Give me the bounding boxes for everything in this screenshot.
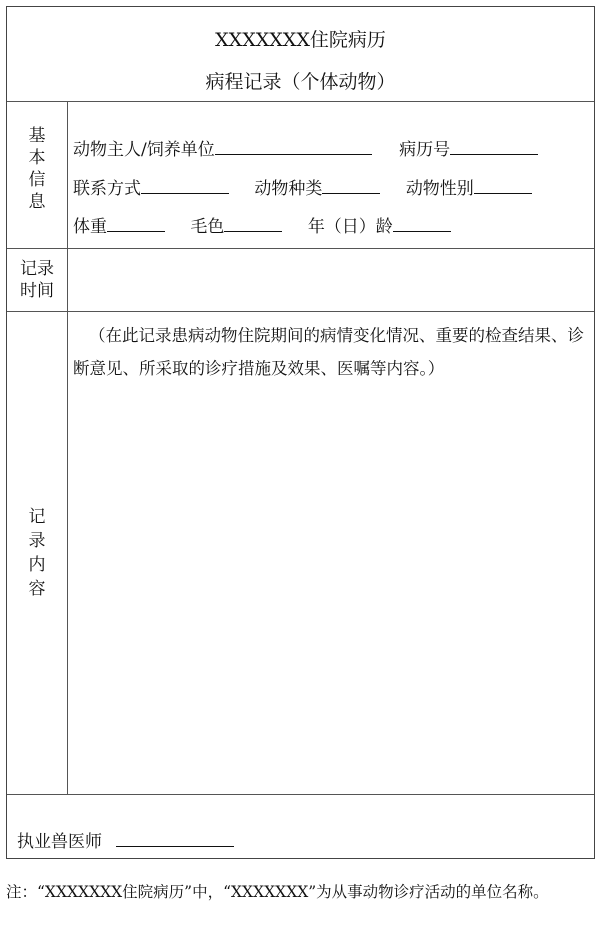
species-field: [254, 174, 380, 199]
contact-blank[interactable]: [141, 177, 229, 194]
record-time-label: 记录 时间: [20, 259, 54, 301]
color-field: [190, 212, 282, 237]
record-content-instruction: （在此记录患病动物住院期间的病情变化情况、重要的检查结果、诊断意见、所采取的诊疗措施及效果、医嘱等内容。）: [73, 326, 584, 378]
vet-signature-blank[interactable]: [116, 830, 234, 847]
vet-signature-field: [17, 827, 234, 852]
sex-field: [406, 174, 532, 199]
species-blank[interactable]: [322, 177, 380, 194]
footnote: 注：“XXXXXXX住院病历”中，“XXXXXXX”为从事动物诊疗活动的单位名称。: [6, 883, 549, 901]
age-label: 年（日）龄: [307, 217, 393, 237]
record-no-blank[interactable]: [450, 138, 538, 155]
record-no-label: 病历号: [399, 140, 451, 160]
sex-blank[interactable]: [474, 177, 532, 194]
weight-label: 体重: [73, 217, 107, 237]
divider-record-content: [7, 794, 594, 795]
species-label: 动物种类: [254, 179, 323, 199]
owner-label: 动物主人/饲养单位: [73, 140, 215, 160]
basic-info-row-1: [73, 135, 538, 160]
owner-blank[interactable]: [215, 138, 372, 155]
weight-field: [73, 212, 165, 237]
record-no-field: [399, 135, 538, 160]
divider-record-time: [7, 311, 594, 312]
divider-basic-info: [7, 248, 594, 249]
owner-field: [73, 135, 372, 160]
form-title: XXXXXXX住院病历: [215, 29, 386, 51]
basic-info-row-3: [73, 212, 451, 237]
contact-field: [73, 174, 229, 199]
label-column-divider: [67, 101, 68, 794]
weight-blank[interactable]: [107, 215, 165, 232]
vet-signature-label: 执业兽医师: [17, 832, 102, 852]
sex-label: 动物性别: [405, 179, 474, 199]
age-blank[interactable]: [393, 215, 451, 232]
basic-info-row-2: [73, 174, 532, 199]
medical-record-form: [6, 6, 595, 859]
contact-label: 联系方式: [73, 179, 141, 199]
age-field: [308, 212, 451, 237]
record-content-label: 记 录 内 容: [28, 507, 46, 599]
color-blank[interactable]: [224, 215, 282, 232]
basic-info-label: 基 本 信 息: [28, 126, 46, 212]
color-label: 毛色: [190, 217, 225, 237]
form-subtitle: 病程记录（个体动物）: [205, 71, 396, 93]
divider-header: [7, 101, 594, 102]
